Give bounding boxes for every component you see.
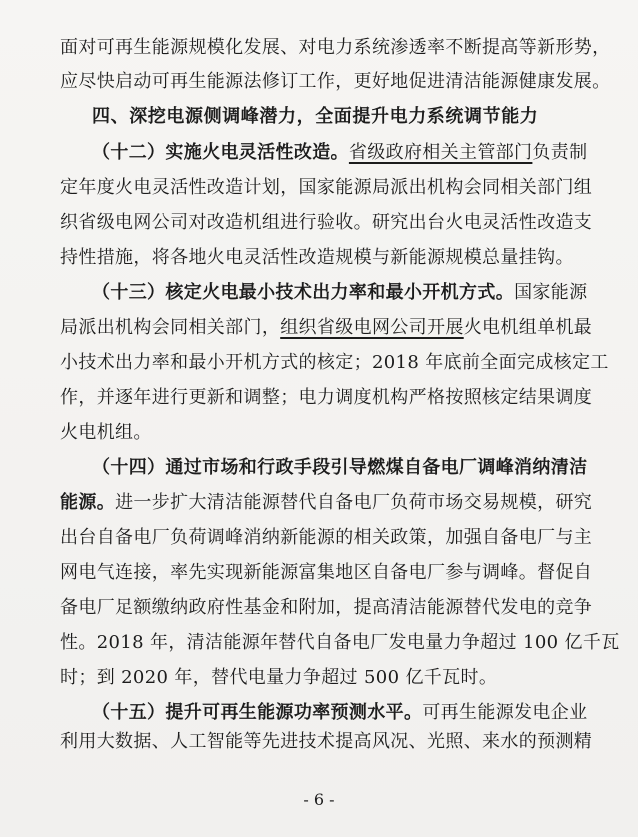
heading-text: 四、深挖电源侧调峰潜力，全面提升电力系统调节能力 — [92, 106, 539, 127]
text-line — [0, 316, 638, 340]
line-text: 持性措施，将各地火电灵活性改造规模与新能源规模总量挂钩。 — [60, 247, 574, 268]
text-line — [0, 666, 638, 690]
line-text: 负责制 — [532, 142, 588, 163]
paragraph-13-first-line — [0, 281, 638, 305]
line-text: 网电气连接，率先实现新能源富集地区自备电厂参与调峰。督促自 — [60, 562, 593, 583]
underlined-text: 组织省级电网公司开展 — [280, 317, 464, 338]
line-text: 应尽快启动可再生能源法修订工作，更好地促进清洁能源健康发展。 — [60, 71, 611, 92]
text-line — [0, 351, 638, 375]
text-line — [0, 596, 638, 620]
line-text: 局派出机构会同相关部门， — [60, 317, 281, 338]
line-text: 性。2018 年，清洁能源年替代自备电厂发电量力争超过 100 亿千瓦 — [60, 632, 620, 653]
line-text: 备电厂足额缴纳政府性基金和附加，提高清洁能源替代发电的竞争 — [60, 597, 593, 618]
text-line — [0, 491, 638, 515]
line-text: 面对可再生能源规模化发展、对电力系统渗透率不断提高等新形势， — [60, 37, 611, 58]
line-text: 火电机组。 — [60, 422, 152, 443]
underlined-text: 省级政府相关主管部门 — [348, 142, 533, 163]
line-text: 时；到 2020 年，替代电量力争超过 500 亿千瓦时。 — [60, 667, 498, 688]
page-number: - 6 - — [303, 790, 335, 809]
clause-title: 通过市场和行政手段引导燃煤自备电厂调峰消纳清洁 — [165, 457, 588, 478]
line-text: 利用大数据、人工智能等先进技术提高风况、光照、来水的预测精 — [60, 731, 593, 752]
text-line — [0, 561, 638, 585]
text-line — [0, 730, 638, 754]
section-heading — [0, 105, 638, 129]
line-text: 出台自备电厂负荷调峰消纳新能源的相关政策，加强自备电厂与主 — [60, 527, 593, 548]
line-text: 国家能源 — [514, 282, 588, 303]
line-text: 可再生能源发电企业 — [422, 702, 588, 723]
text-line — [0, 631, 638, 655]
paragraph-12-first-line — [0, 141, 638, 165]
text-line — [0, 246, 638, 270]
clause-title: 核定火电最小技术出力率和最小开机方式。 — [165, 282, 515, 303]
text-line — [0, 70, 638, 94]
clause-title: 能源。 — [60, 492, 116, 513]
text-line — [0, 36, 638, 60]
text-line — [0, 421, 638, 445]
line-text: 织省级电网公司对改造机组进行验收。研究出台火电灵活性改造支 — [60, 212, 593, 233]
line-text: 定年度火电灵活性改造计划，国家能源局派出机构会同相关部门组 — [60, 177, 593, 198]
clause-number: （十五） — [92, 702, 166, 723]
text-line — [0, 386, 638, 410]
line-text: 小技术出力率和最小开机方式的核定；2018 年底前全面完成核定工 — [60, 352, 609, 373]
line-text: 作，并逐年进行更新和调整；电力调度机构严格按照核定结果调度 — [60, 387, 593, 408]
line-text: 火电机组单机最 — [463, 317, 593, 338]
paragraph-15-first-line — [0, 701, 638, 725]
text-line — [0, 176, 638, 200]
clause-title: 提升可再生能源功率预测水平。 — [165, 702, 423, 723]
clause-title: 实施火电灵活性改造。 — [165, 142, 349, 163]
clause-number: （十二） — [92, 142, 166, 163]
text-line — [0, 211, 638, 235]
line-text: 进一步扩大清洁能源替代自备电厂负荷市场交易规模，研究 — [115, 492, 593, 513]
paragraph-14-first-line — [0, 456, 638, 480]
clause-number: （十四） — [92, 457, 166, 478]
text-line — [0, 526, 638, 550]
clause-number: （十三） — [92, 282, 166, 303]
